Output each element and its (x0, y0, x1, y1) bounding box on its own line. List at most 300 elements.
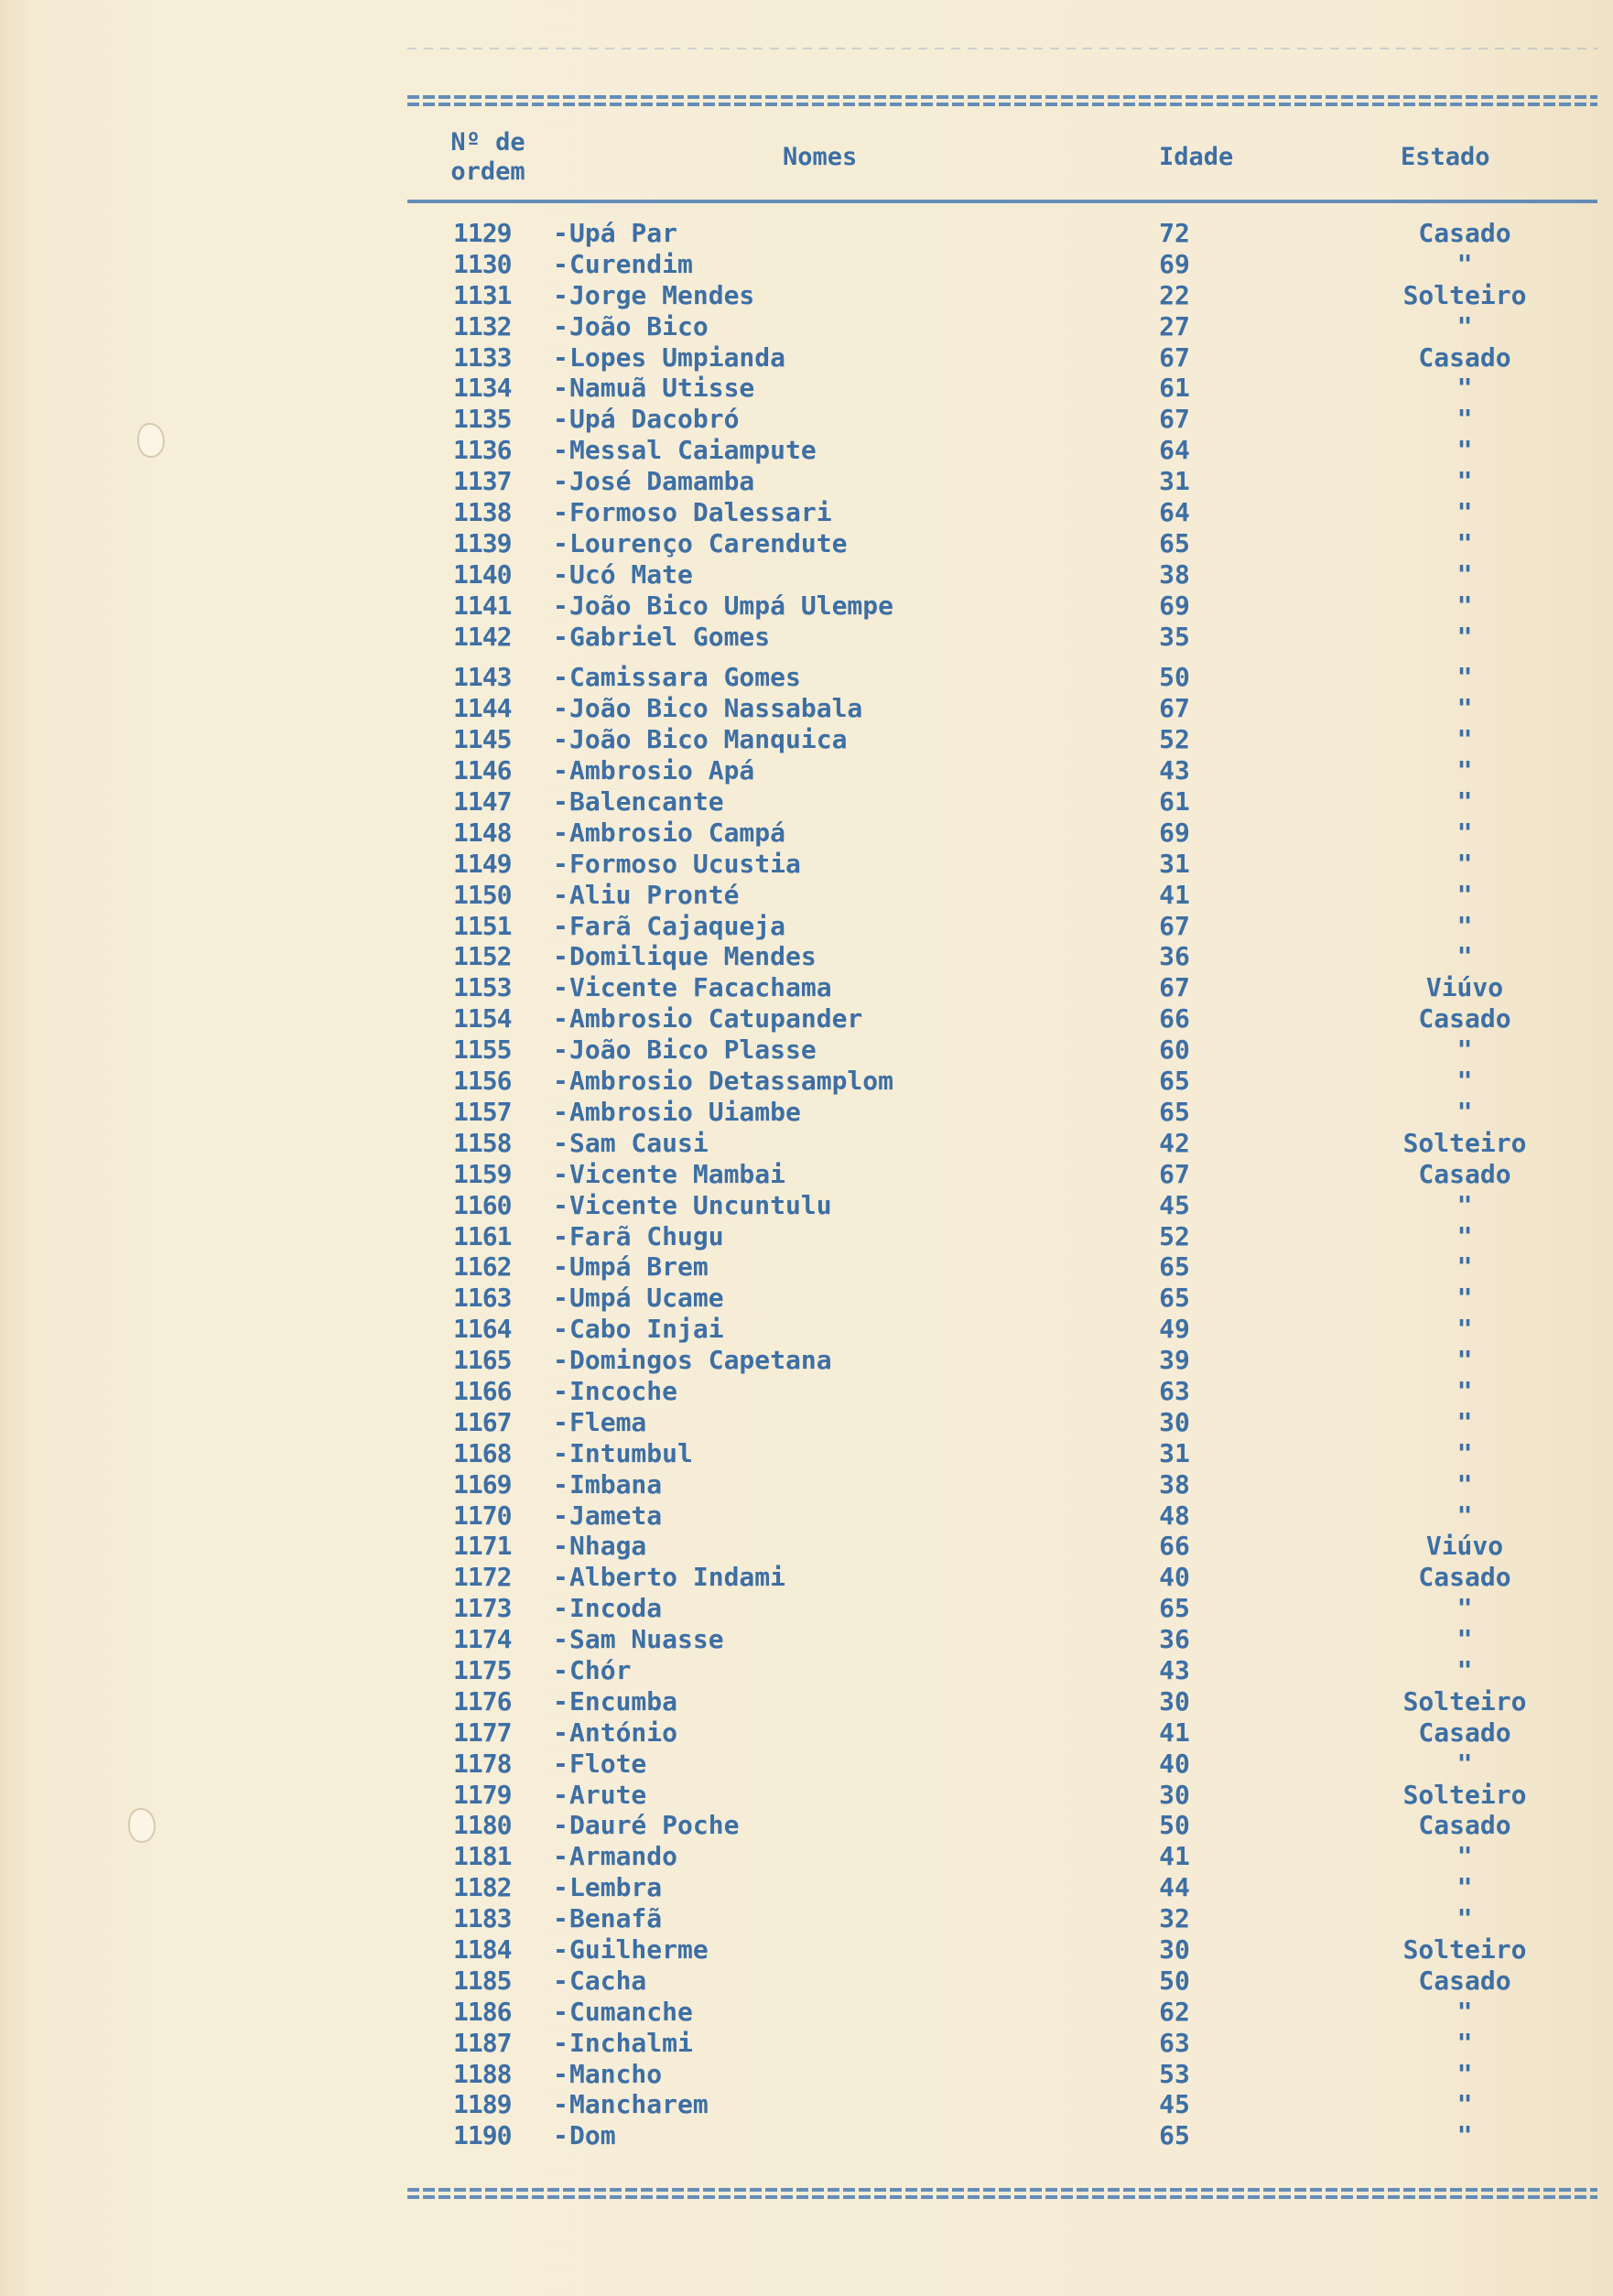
row-status: Casado (1418, 1810, 1511, 1841)
table-row (0, 1562, 1613, 1593)
row-name: Formoso Dalessari (569, 497, 832, 528)
row-status: " (1456, 621, 1473, 652)
row-age: 35 (1159, 621, 1190, 652)
row-dash: - (553, 1314, 568, 1345)
row-status: " (1456, 1096, 1473, 1127)
row-number: 1173 (453, 1593, 512, 1624)
row-number: 1134 (453, 373, 512, 404)
row-name: Mancho (569, 2058, 663, 2089)
row-name: Mancharem (569, 2089, 709, 2120)
row-status: " (1456, 848, 1473, 879)
table-row (0, 1469, 1613, 1500)
row-name: João Bico Plasse (569, 1034, 817, 1066)
row-age: 38 (1159, 1468, 1190, 1500)
table-row (0, 1686, 1613, 1717)
row-dash: - (553, 1283, 568, 1314)
row-dash: - (553, 1717, 568, 1748)
table-row (0, 1251, 1613, 1283)
row-dash: - (553, 558, 568, 590)
row-dash: - (553, 310, 568, 341)
table-row (0, 218, 1613, 249)
table-row (0, 2089, 1613, 2120)
table-row (0, 497, 1613, 528)
row-number: 1145 (453, 724, 512, 755)
row-dash: - (553, 1066, 568, 1097)
row-status: " (1456, 755, 1473, 786)
row-name: Ucó Mate (569, 558, 693, 590)
row-name: Imbana (569, 1468, 663, 1500)
row-status: Solteiro (1402, 1127, 1527, 1158)
row-name: Sam Nuasse (569, 1624, 724, 1655)
row-status: " (1456, 1654, 1473, 1685)
table-row (0, 1034, 1613, 1066)
row-dash: - (553, 1096, 568, 1127)
row-number: 1178 (453, 1748, 512, 1779)
table-row (0, 466, 1613, 497)
row-dash: - (553, 817, 568, 848)
row-name: José Damamba (569, 466, 755, 497)
header-idade: Idade (1159, 143, 1234, 171)
header-underline (407, 200, 1597, 203)
row-name: Camissara Gomes (569, 662, 801, 693)
row-age: 40 (1159, 1748, 1190, 1779)
row-number: 1150 (453, 879, 512, 910)
table-header (0, 128, 1613, 192)
table-row (0, 724, 1613, 755)
row-number: 1163 (453, 1283, 512, 1314)
row-number: 1190 (453, 2120, 512, 2151)
row-dash: - (553, 1406, 568, 1437)
row-number: 1155 (453, 1034, 512, 1066)
row-dash: - (553, 1189, 568, 1220)
row-dash: - (553, 1468, 568, 1500)
row-number: 1177 (453, 1717, 512, 1748)
row-name: Chór (569, 1654, 632, 1685)
row-age: 66 (1159, 1531, 1190, 1562)
table-row (0, 1407, 1613, 1438)
row-name: Flema (569, 1406, 647, 1437)
row-age: 31 (1159, 466, 1190, 497)
row-dash: - (553, 724, 568, 755)
table-row (0, 1097, 1613, 1128)
row-status: " (1456, 248, 1473, 279)
row-status: " (1456, 724, 1473, 755)
row-age: 63 (1159, 2027, 1190, 2058)
row-dash: - (553, 1437, 568, 1468)
row-number: 1168 (453, 1437, 512, 1468)
row-status: " (1456, 1251, 1473, 1283)
row-name: Inchalmi (569, 2027, 693, 2058)
row-dash: - (553, 1034, 568, 1066)
row-status: " (1456, 1841, 1473, 1872)
row-age: 65 (1159, 1096, 1190, 1127)
table-row (0, 1531, 1613, 1562)
row-number: 1179 (453, 1779, 512, 1810)
row-number: 1151 (453, 910, 512, 941)
row-age: 65 (1159, 1283, 1190, 1314)
row-status: Solteiro (1402, 1685, 1527, 1717)
row-dash: - (553, 1624, 568, 1655)
row-number: 1129 (453, 218, 512, 248)
row-age: 65 (1159, 1251, 1190, 1283)
row-dash: - (553, 435, 568, 466)
row-number: 1131 (453, 279, 512, 310)
row-status: " (1456, 373, 1473, 404)
row-dash: - (553, 1593, 568, 1624)
row-status: " (1456, 1220, 1473, 1251)
row-dash: - (553, 218, 568, 248)
row-status: Solteiro (1402, 1933, 1527, 1965)
bottom-double-rule (407, 2188, 1597, 2199)
row-age: 41 (1159, 1717, 1190, 1748)
row-status: Casado (1418, 341, 1511, 373)
row-age: 64 (1159, 497, 1190, 528)
row-age: 48 (1159, 1500, 1190, 1531)
table-row (0, 1128, 1613, 1159)
row-name: Ambrosio Uiambe (569, 1096, 801, 1127)
row-number: 1144 (453, 693, 512, 724)
row-status: " (1456, 1314, 1473, 1345)
row-name: Umpá Ucame (569, 1283, 724, 1314)
table-row (0, 1003, 1613, 1034)
row-number: 1135 (453, 404, 512, 435)
row-status: " (1456, 558, 1473, 590)
row-number: 1165 (453, 1345, 512, 1376)
table-row (0, 1903, 1613, 1934)
row-number: 1185 (453, 1965, 512, 1996)
table-row (0, 1283, 1613, 1314)
row-age: 65 (1159, 1593, 1190, 1624)
row-number: 1133 (453, 341, 512, 373)
row-age: 41 (1159, 879, 1190, 910)
table-row (0, 972, 1613, 1003)
header-estado: Estado (1401, 143, 1490, 171)
row-age: 67 (1159, 693, 1190, 724)
row-status: " (1456, 1189, 1473, 1220)
row-name: Ambrosio Detassamplom (569, 1066, 894, 1097)
row-number: 1153 (453, 972, 512, 1003)
row-dash: - (553, 1779, 568, 1810)
row-dash: - (553, 248, 568, 279)
row-status: " (1456, 497, 1473, 528)
top-double-rule (407, 95, 1597, 106)
row-status: Solteiro (1402, 279, 1527, 310)
row-name: Balencante (569, 786, 724, 818)
row-age: 44 (1159, 1872, 1190, 1903)
row-dash: - (553, 1810, 568, 1841)
row-age: 69 (1159, 590, 1190, 621)
row-name: Domilique Mendes (569, 941, 817, 972)
row-status: " (1456, 466, 1473, 497)
row-dash: - (553, 1158, 568, 1189)
row-status: Casado (1418, 1562, 1511, 1593)
faint-top-rule (407, 48, 1597, 49)
table-row (0, 662, 1613, 693)
row-name: Farã Chugu (569, 1220, 724, 1251)
row-status: " (1456, 1437, 1473, 1468)
row-dash: - (553, 1500, 568, 1531)
table-row (0, 786, 1613, 818)
table-row (0, 693, 1613, 724)
row-age: 69 (1159, 248, 1190, 279)
row-status: " (1456, 1748, 1473, 1779)
table-row (0, 849, 1613, 880)
row-dash: - (553, 466, 568, 497)
row-age: 67 (1159, 1158, 1190, 1189)
row-number: 1187 (453, 2027, 512, 2058)
table-row (0, 1749, 1613, 1780)
row-age: 36 (1159, 1624, 1190, 1655)
row-name: Formoso Ucustia (569, 848, 801, 879)
row-dash: - (553, 972, 568, 1003)
row-number: 1166 (453, 1375, 512, 1406)
table-row (0, 1717, 1613, 1749)
row-dash: - (553, 621, 568, 652)
row-dash: - (553, 2120, 568, 2151)
row-number: 1183 (453, 1903, 512, 1934)
table-row (0, 911, 1613, 942)
row-status: Casado (1418, 1158, 1511, 1189)
row-age: 63 (1159, 1375, 1190, 1406)
row-status: " (1456, 1903, 1473, 1934)
row-name: Upá Dacobró (569, 404, 740, 435)
row-status: " (1456, 817, 1473, 848)
row-dash: - (553, 786, 568, 818)
table-row (0, 342, 1613, 374)
row-status: " (1456, 1500, 1473, 1531)
row-status: Solteiro (1402, 1779, 1527, 1810)
row-status: " (1456, 1468, 1473, 1500)
row-age: 30 (1159, 1406, 1190, 1437)
row-name: Ambrosio Apá (569, 755, 755, 786)
row-dash: - (553, 404, 568, 435)
header-ordem-line1: Nº de (450, 128, 525, 157)
row-number: 1149 (453, 848, 512, 879)
row-age: 45 (1159, 1189, 1190, 1220)
row-name: Domingos Capetana (569, 1345, 832, 1376)
row-name: Cacha (569, 1965, 647, 1996)
row-age: 67 (1159, 910, 1190, 941)
row-number: 1138 (453, 497, 512, 528)
row-age: 36 (1159, 941, 1190, 972)
row-number: 1141 (453, 590, 512, 621)
row-age: 61 (1159, 786, 1190, 818)
row-dash: - (553, 1933, 568, 1965)
row-number: 1136 (453, 435, 512, 466)
table-row (0, 622, 1613, 653)
row-number: 1182 (453, 1872, 512, 1903)
table-row (0, 1966, 1613, 1997)
row-name: Flote (569, 1748, 647, 1779)
row-dash: - (553, 1748, 568, 1779)
row-number: 1180 (453, 1810, 512, 1841)
row-name: Armando (569, 1841, 678, 1872)
row-age: 39 (1159, 1345, 1190, 1376)
header-ordem (438, 128, 538, 187)
row-number: 1132 (453, 310, 512, 341)
row-dash: - (553, 693, 568, 724)
row-number: 1148 (453, 817, 512, 848)
row-age: 31 (1159, 848, 1190, 879)
row-number: 1170 (453, 1500, 512, 1531)
row-number: 1167 (453, 1406, 512, 1437)
row-age: 40 (1159, 1562, 1190, 1593)
row-age: 67 (1159, 404, 1190, 435)
row-age: 30 (1159, 1685, 1190, 1717)
row-status: " (1456, 2027, 1473, 2058)
row-age: 49 (1159, 1314, 1190, 1345)
table-row (0, 1376, 1613, 1407)
row-number: 1175 (453, 1654, 512, 1685)
row-status: " (1456, 1034, 1473, 1066)
row-status: " (1456, 1624, 1473, 1655)
row-name: João Bico (569, 310, 709, 341)
row-dash: - (553, 1841, 568, 1872)
row-name: Intumbul (569, 1437, 693, 1468)
row-status: " (1456, 1375, 1473, 1406)
row-status: " (1456, 1345, 1473, 1376)
row-name: Sam Causi (569, 1127, 709, 1158)
table-row (0, 755, 1613, 786)
table-row (0, 818, 1613, 849)
row-status: " (1456, 693, 1473, 724)
table-row (0, 2028, 1613, 2059)
row-name: João Bico Nassabala (569, 693, 863, 724)
row-number: 1186 (453, 1996, 512, 2027)
row-age: 65 (1159, 527, 1190, 558)
row-name: Namuã Utisse (569, 373, 755, 404)
row-name: Gabriel Gomes (569, 621, 771, 652)
table-row (0, 1190, 1613, 1221)
row-dash: - (553, 1220, 568, 1251)
row-number: 1157 (453, 1096, 512, 1127)
row-dash: - (553, 755, 568, 786)
row-name: Incoche (569, 1375, 678, 1406)
row-status: Viúvo (1425, 1531, 1504, 1562)
row-age: 31 (1159, 1437, 1190, 1468)
row-dash: - (553, 1654, 568, 1685)
row-name: Incoda (569, 1593, 663, 1624)
row-dash: - (553, 1345, 568, 1376)
row-status: " (1456, 941, 1473, 972)
row-name: Nhaga (569, 1531, 647, 1562)
row-status: " (1456, 1872, 1473, 1903)
row-age: 22 (1159, 279, 1190, 310)
row-age: 66 (1159, 1003, 1190, 1034)
row-number: 1140 (453, 558, 512, 590)
row-status: " (1456, 2089, 1473, 2120)
row-age: 50 (1159, 1810, 1190, 1841)
row-status: " (1456, 2058, 1473, 2089)
table-row (0, 1314, 1613, 1345)
row-age: 52 (1159, 1220, 1190, 1251)
row-name: Lourenço Carendute (569, 527, 848, 558)
row-number: 1139 (453, 527, 512, 558)
row-status: " (1456, 2120, 1473, 2151)
row-dash: - (553, 910, 568, 941)
header-ordem-line2: ordem (450, 157, 525, 186)
row-status: Viúvo (1425, 972, 1504, 1003)
row-dash: - (553, 373, 568, 404)
table-row (0, 249, 1613, 280)
row-status: " (1456, 1283, 1473, 1314)
row-number: 1147 (453, 786, 512, 818)
row-dash: - (553, 1251, 568, 1283)
row-status: " (1456, 1066, 1473, 1097)
row-number: 1143 (453, 662, 512, 693)
table-body (0, 218, 1613, 2151)
table-row (0, 1872, 1613, 1903)
row-number: 1156 (453, 1066, 512, 1097)
row-name: António (569, 1717, 678, 1748)
row-number: 1172 (453, 1562, 512, 1593)
row-name: Ambrosio Campá (569, 817, 786, 848)
row-dash: - (553, 1685, 568, 1717)
row-age: 41 (1159, 1841, 1190, 1872)
row-name: Cumanche (569, 1996, 693, 2027)
table-row (0, 2059, 1613, 2090)
row-dash: - (553, 2027, 568, 2058)
table-row (0, 559, 1613, 590)
row-age: 60 (1159, 1034, 1190, 1066)
row-age: 38 (1159, 558, 1190, 590)
row-name: João Bico Umpá Ulempe (569, 590, 894, 621)
row-age: 27 (1159, 310, 1190, 341)
table-row (0, 373, 1613, 404)
row-status: Casado (1418, 218, 1511, 248)
table-row (0, 941, 1613, 972)
row-dash: - (553, 848, 568, 879)
row-name: Umpá Brem (569, 1251, 709, 1283)
row-age: 65 (1159, 2120, 1190, 2151)
row-age: 43 (1159, 755, 1190, 786)
row-status: Casado (1418, 1717, 1511, 1748)
row-status: Casado (1418, 1003, 1511, 1034)
row-name: Alberto Indami (569, 1562, 786, 1593)
row-name: Arute (569, 1779, 647, 1810)
row-status: " (1456, 527, 1473, 558)
row-status: " (1456, 786, 1473, 818)
row-number: 1171 (453, 1531, 512, 1562)
row-age: 62 (1159, 1996, 1190, 2027)
table-row (0, 1624, 1613, 1655)
row-age: 69 (1159, 817, 1190, 848)
table-row (0, 435, 1613, 466)
row-dash: - (553, 1903, 568, 1934)
row-name: Vicente Facachama (569, 972, 832, 1003)
row-age: 30 (1159, 1933, 1190, 1965)
table-row (0, 1934, 1613, 1966)
table-row (0, 528, 1613, 559)
table-row (0, 590, 1613, 622)
row-age: 64 (1159, 435, 1190, 466)
row-dash: - (553, 1127, 568, 1158)
table-row (0, 1066, 1613, 1097)
row-age: 67 (1159, 341, 1190, 373)
row-number: 1152 (453, 941, 512, 972)
row-number: 1142 (453, 621, 512, 652)
table-row (0, 1655, 1613, 1686)
row-age: 53 (1159, 2058, 1190, 2089)
row-dash: - (553, 527, 568, 558)
row-name: Farã Cajaqueja (569, 910, 786, 941)
row-age: 50 (1159, 662, 1190, 693)
row-name: Curendim (569, 248, 693, 279)
table-row (0, 1810, 1613, 1841)
row-age: 50 (1159, 1965, 1190, 1996)
row-number: 1174 (453, 1624, 512, 1655)
row-number: 1184 (453, 1933, 512, 1965)
